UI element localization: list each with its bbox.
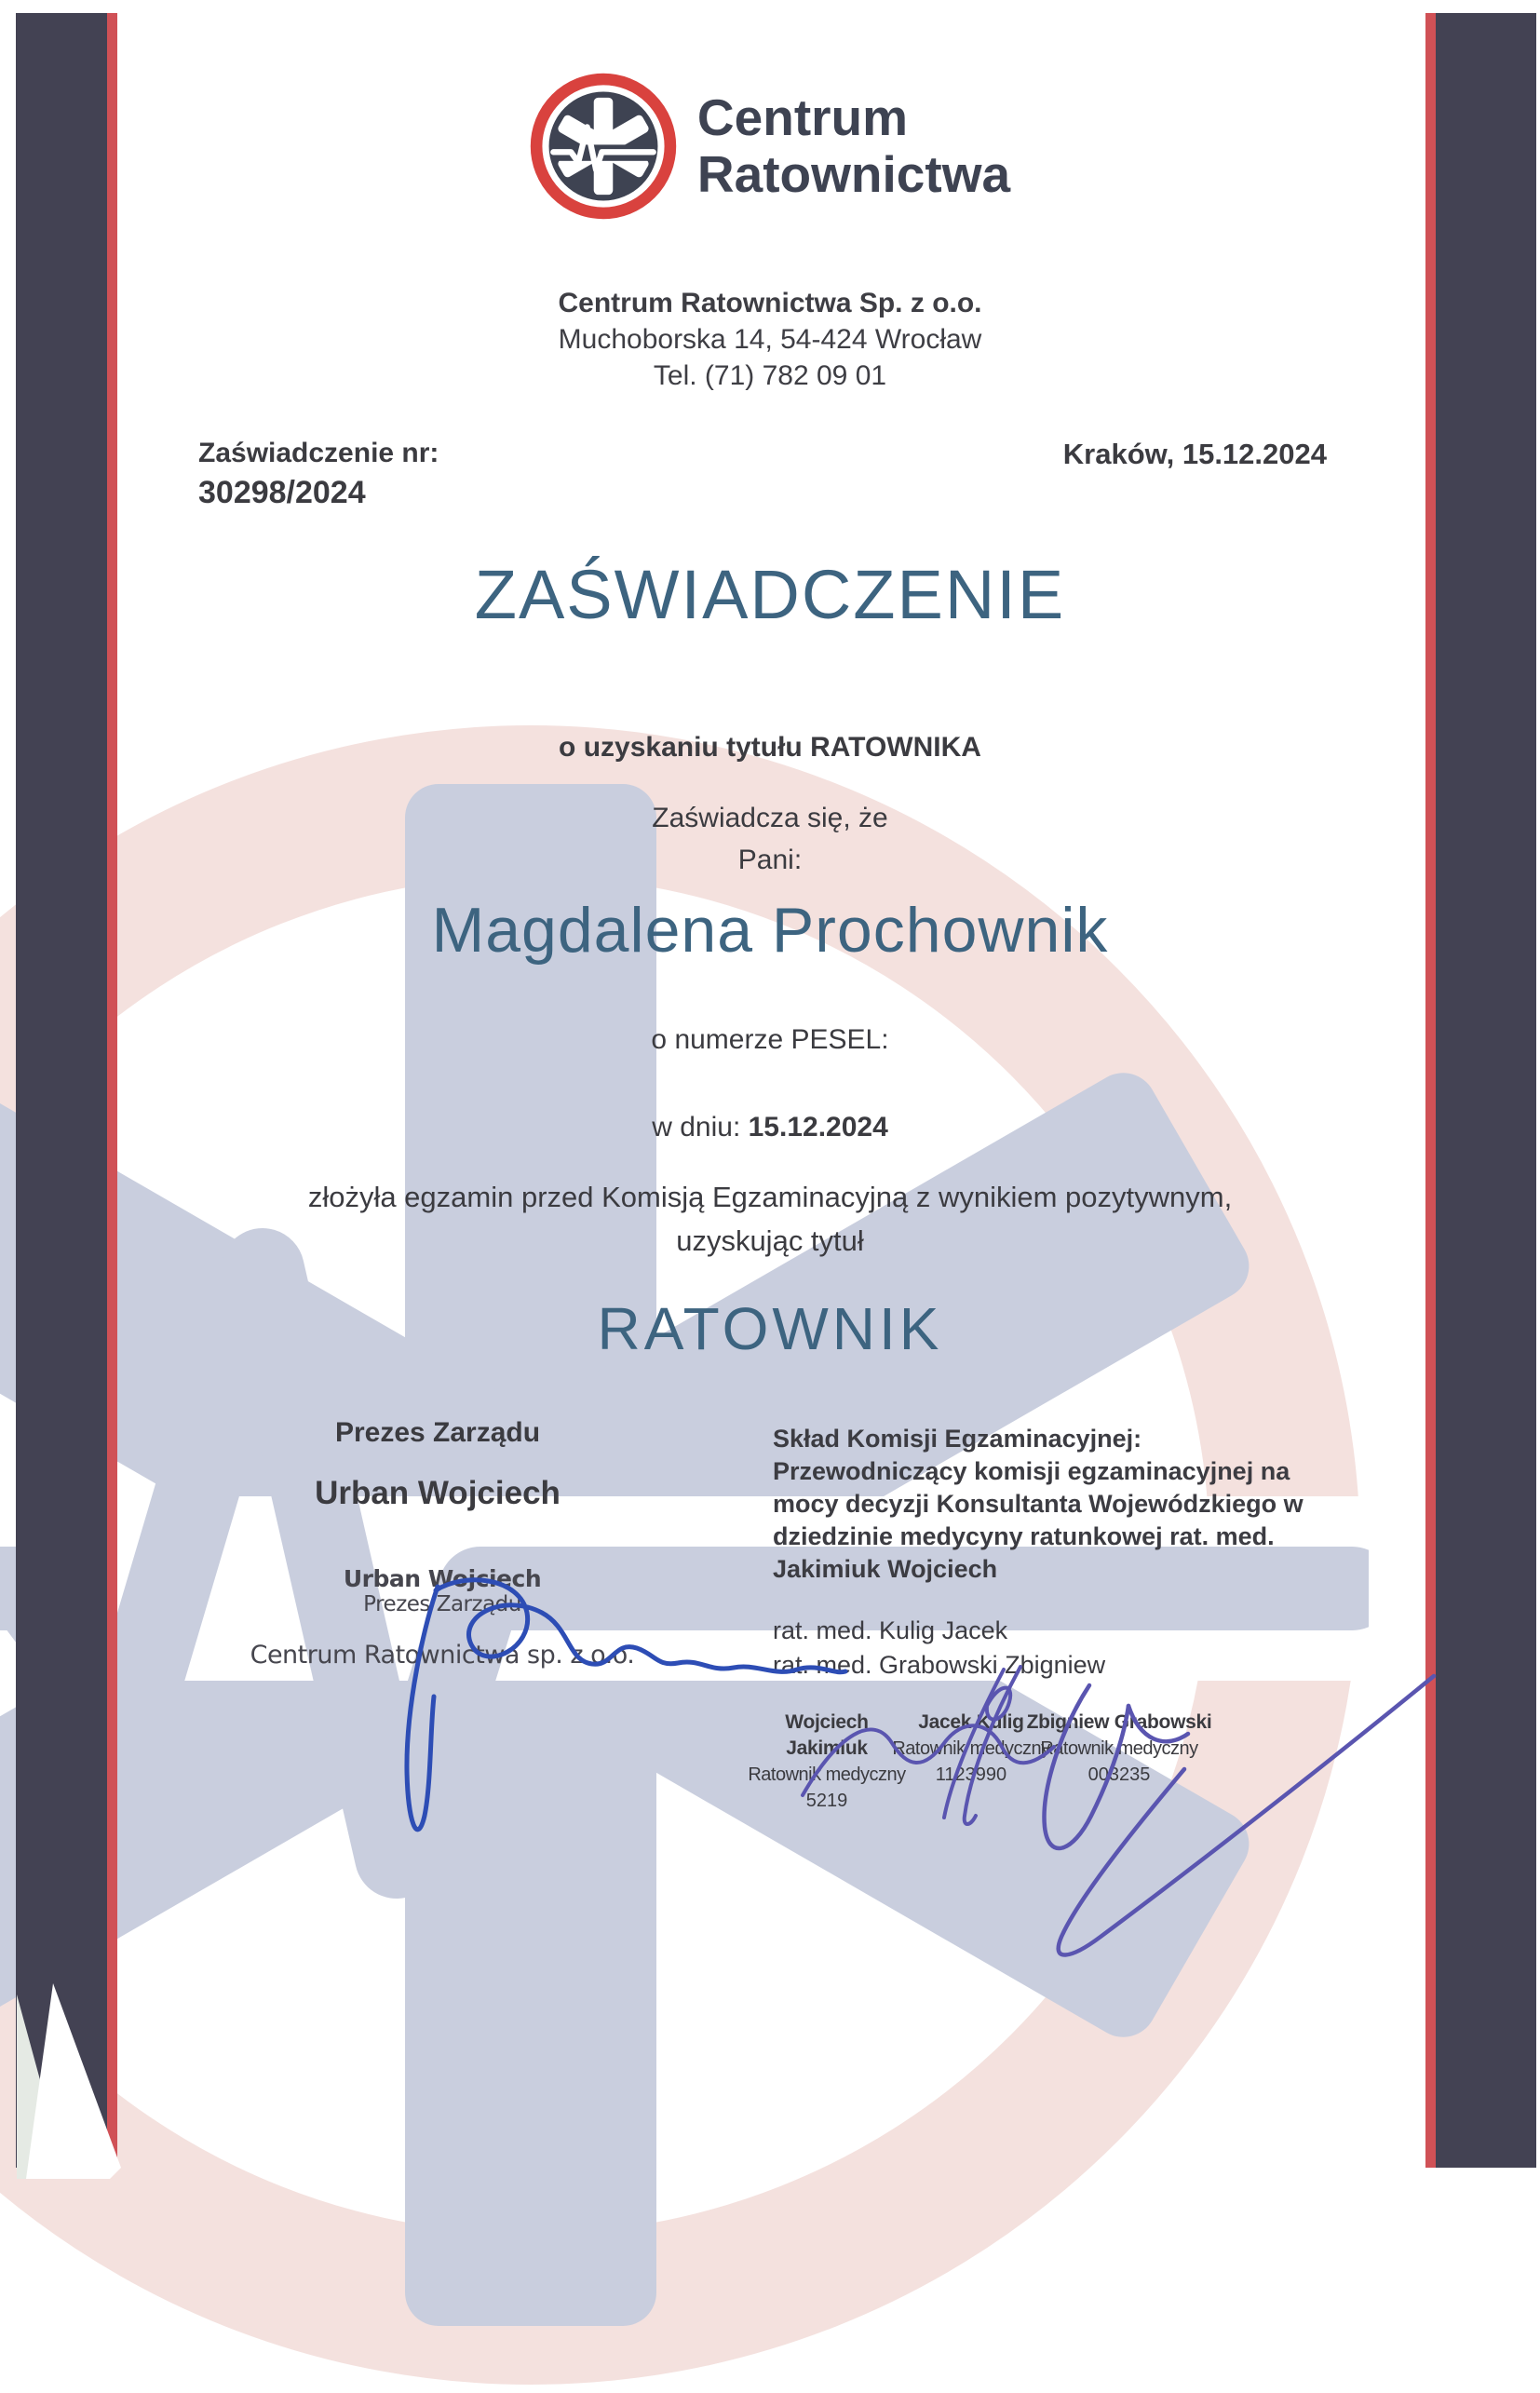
place-and-date: Kraków, 15.12.2024 [1062, 438, 1327, 470]
logo-line2: Ratownictwa [696, 145, 1011, 203]
commission-member-2: rat. med. Grabowski Zbigniew [773, 1651, 1106, 1679]
document-title: ZAŚWIADCZENIE [474, 556, 1066, 633]
commission-heading: Skład Komisji Egzaminacyjnej: [773, 1425, 1142, 1453]
logo-line1: Centrum [696, 88, 909, 146]
commission-chair: Przewodniczący komisji egzaminacyjnej na mocy decyzji Konsultanta Wojewódzkiego w dziedzinie medycyny ratunkowej rat. med. Jakimiuk Wojciech [773, 1457, 1304, 1583]
exam-statement [0, 1175, 1540, 1263]
issuer-address-block [0, 285, 1540, 394]
pesel-label: o numerze PESEL: [651, 1024, 889, 1055]
examiner-name: Zbigniew Grabowski [1026, 1711, 1212, 1733]
awarded-title: RATOWNIK [597, 1295, 943, 1362]
examiner-role: Ratownik medyczny [892, 1738, 1050, 1759]
stamp-role: Prezes Zarządu [363, 1592, 521, 1616]
salutation: Pani: [737, 845, 803, 875]
president-role: Prezes Zarządu [334, 1417, 541, 1448]
stamp-name: Urban Wojciech [343, 1565, 542, 1592]
commission-members [773, 1614, 1313, 1683]
examiner-block-grabowski [1026, 1710, 1212, 1788]
examiner-number: 1123990 [935, 1764, 1007, 1785]
examiner-number: 5219 [805, 1791, 848, 1811]
issuer-street: Muchoborska 14, 54-424 Wrocław [558, 324, 982, 355]
president-name: Urban Wojciech [315, 1475, 561, 1511]
exam-date-value: 15.12.2024 [748, 1112, 888, 1142]
examiner-name: Wojciech Jakimiuk [785, 1711, 869, 1759]
issuer-phone: Tel. (71) 782 09 01 [653, 360, 887, 391]
star-of-life-icon [530, 73, 677, 220]
logo [0, 73, 1540, 220]
exam-date-line [0, 1112, 1540, 1143]
commission-member-1: rat. med. Kulig Jacek [773, 1616, 1008, 1644]
certify-block [0, 797, 1540, 881]
page-curl [0, 1983, 149, 2179]
stamp-company: Centrum Ratownictwa sp. z o.o. [250, 1641, 635, 1670]
examiner-block-jakimiuk [743, 1710, 911, 1814]
examiner-name: Jacek Kulig [918, 1711, 1024, 1733]
examiner-role: Ratownik medyczny [748, 1764, 906, 1785]
certificate-number-value: 30298/2024 [198, 475, 366, 510]
exam-date-label: w dniu: [652, 1112, 741, 1142]
certificate-number-block [198, 434, 439, 512]
examiner-number: 003235 [1087, 1764, 1151, 1785]
document-subtitle: o uzyskaniu tytułu RATOWNIKA [559, 732, 981, 763]
issuer-company: Centrum Ratownictwa Sp. z o.o. [558, 288, 982, 318]
exam-statement-line2: uzyskując tytuł [676, 1224, 864, 1257]
president-stamp [237, 1565, 647, 1670]
exam-statement-line1: złożyła egzamin przed Komisją Egzaminacyjną z wynikiem pozytywnym, [307, 1181, 1233, 1213]
examiner-role: Ratownik medyczny [1040, 1738, 1198, 1759]
certificate-number-label: Zaświadczenie nr: [198, 438, 439, 468]
commission-block [773, 1423, 1313, 1683]
certify-line: Zaświadcza się, że [652, 803, 888, 833]
holder-name: Magdalena Prochownik [431, 895, 1109, 966]
logo-wordmark [697, 89, 1010, 203]
